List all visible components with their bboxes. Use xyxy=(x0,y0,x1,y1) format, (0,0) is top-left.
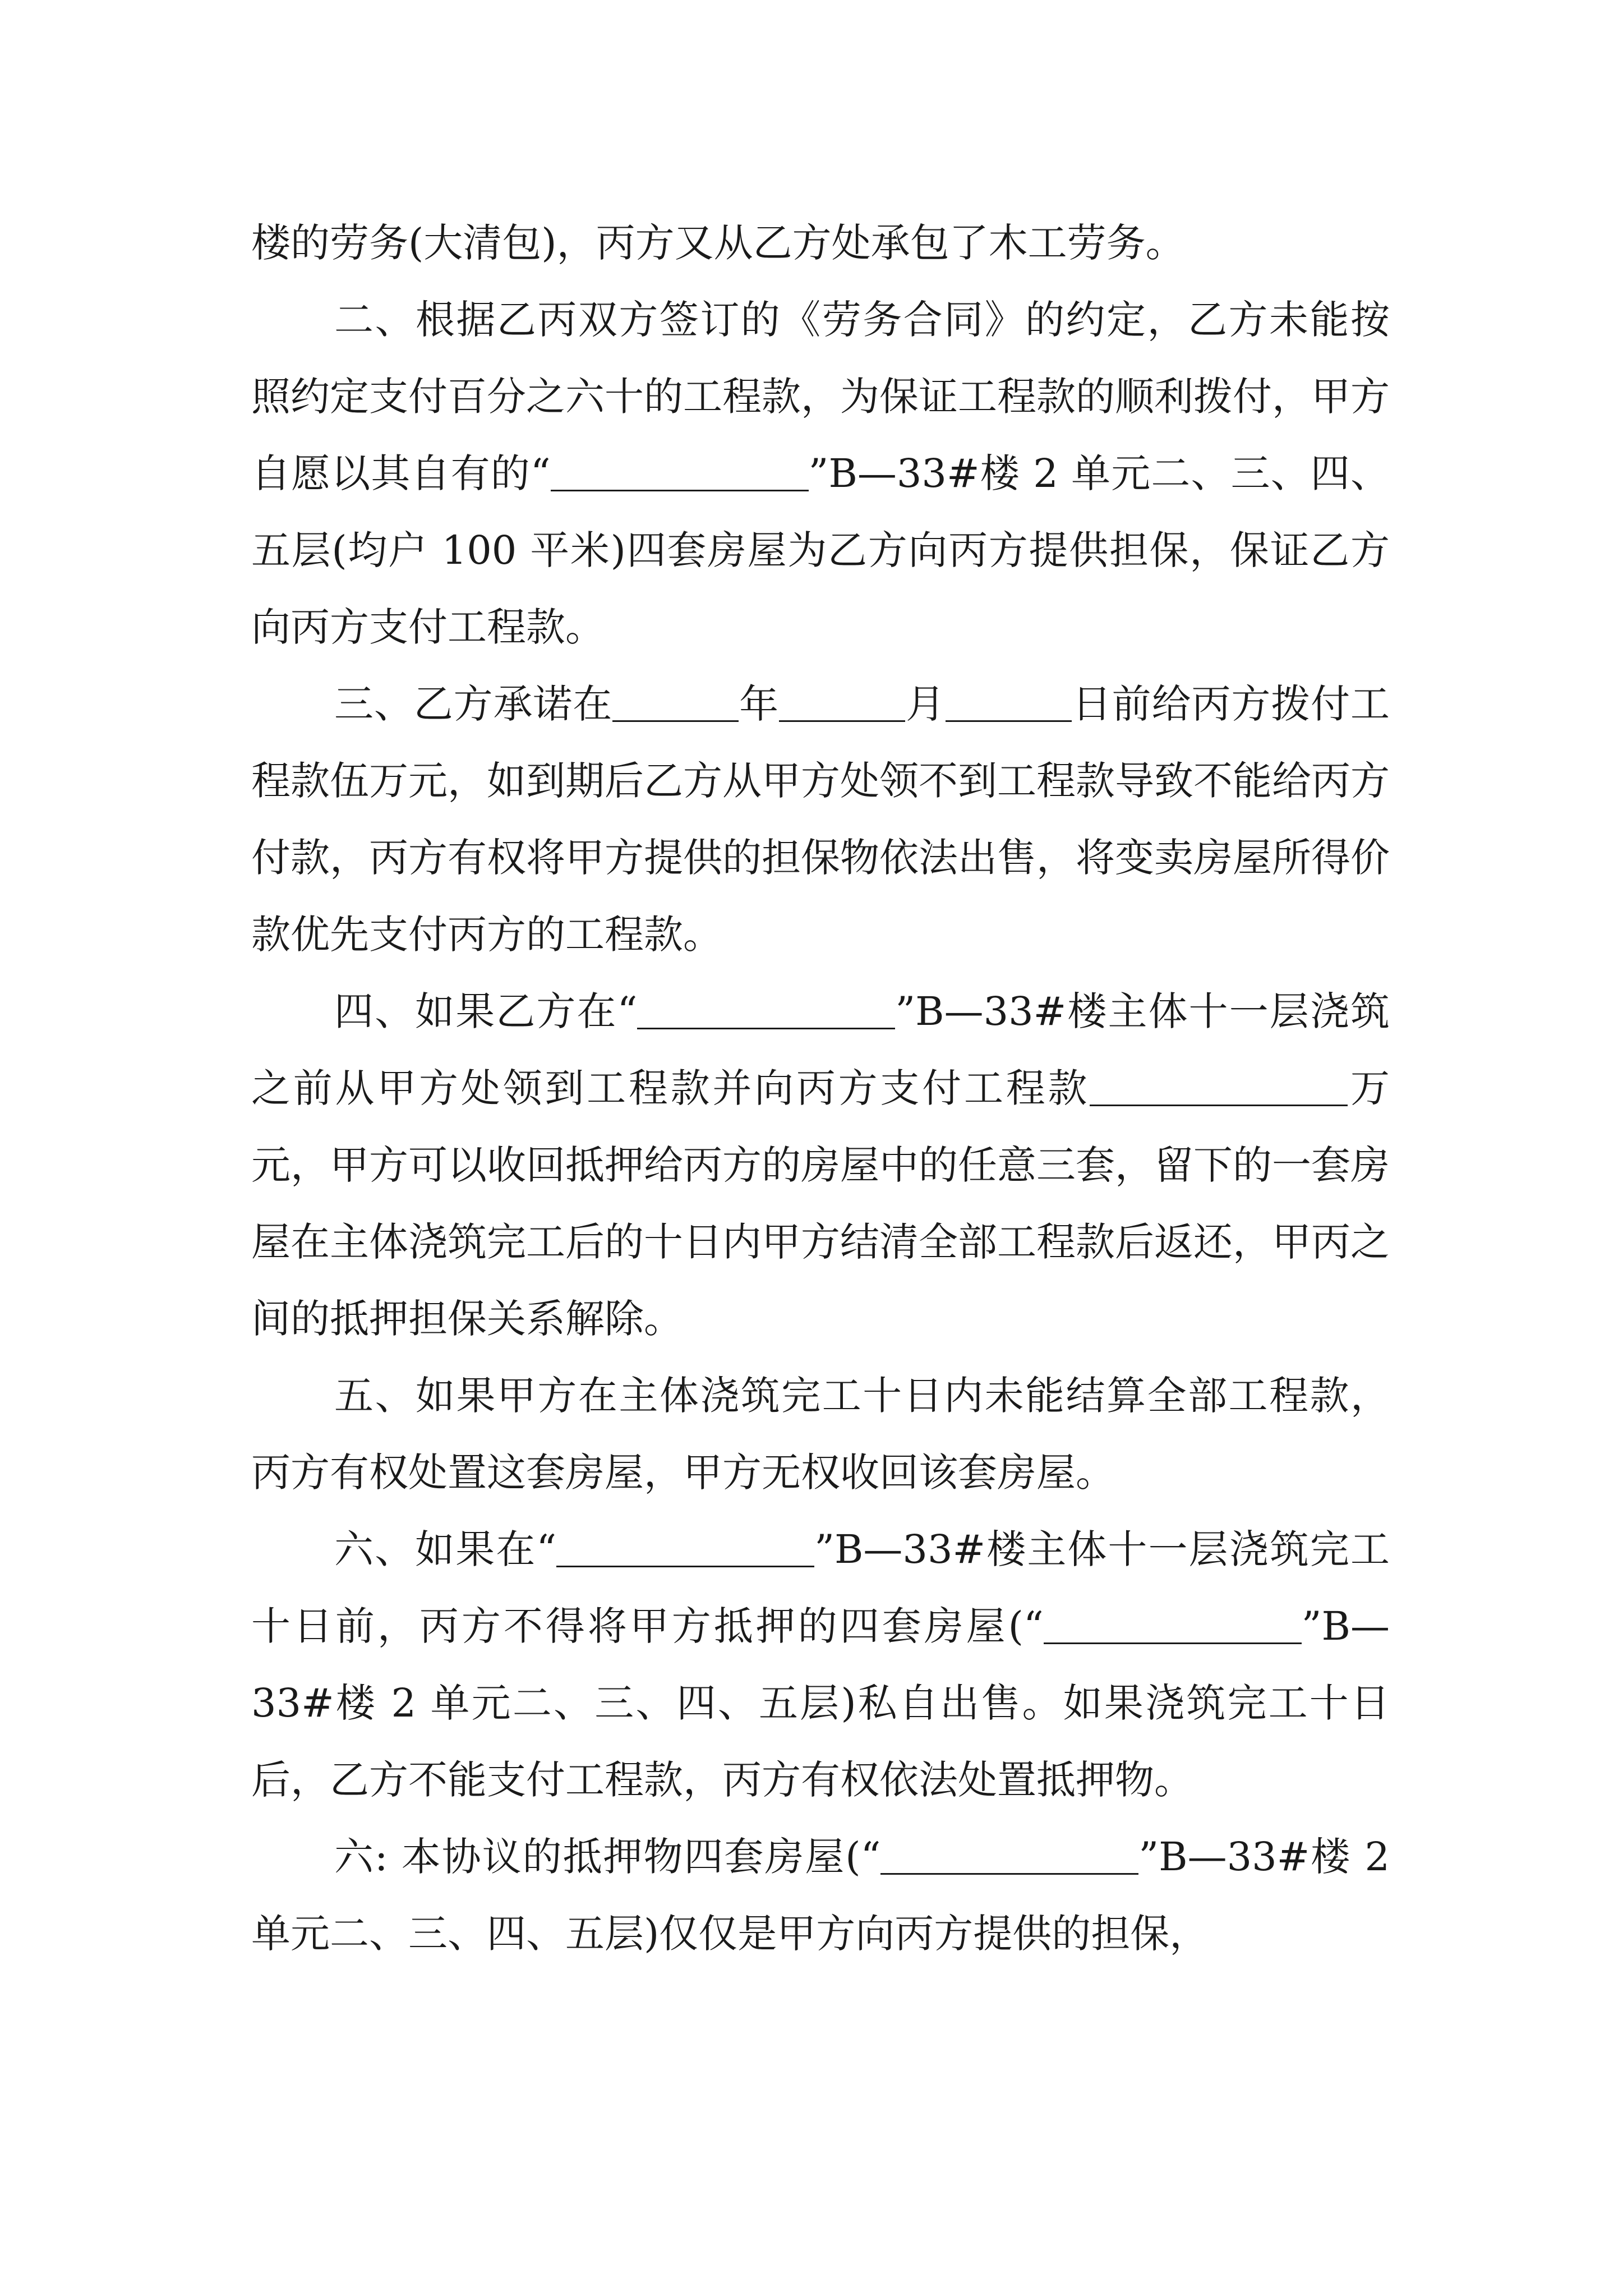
blank-line xyxy=(551,450,809,491)
blank-line-day xyxy=(946,681,1072,722)
paragraph-continuation xyxy=(251,205,1390,282)
document-body xyxy=(251,205,1390,1972)
blank-line xyxy=(556,1526,814,1567)
blank-line-month xyxy=(779,681,905,722)
clause-text: ”B—33#楼 2 单元二、三、四、五层(均户 100 平米)四套房屋为乙方向丙方提供担保，保证乙方向丙方支付工程款。 xyxy=(251,450,1390,650)
clause-4 xyxy=(251,973,1390,1358)
month-label: 月 xyxy=(905,681,946,727)
clause-text: 日前给丙方拨付工程款伍万元，如到期后乙方从甲方处领不到工程款导致不能给丙方付款，丙方有权将甲方提供的担保物依法出售，将变卖房屋所得价款优先支付丙方的工程款。 xyxy=(251,681,1390,958)
clause-2 xyxy=(251,282,1390,666)
clause-text: ”B—33#楼主体十一层浇筑之前从甲方处领到工程款并向丙方支付工程款 xyxy=(251,988,1390,1111)
clause-6b xyxy=(251,1819,1390,1972)
blank-line-year xyxy=(612,681,739,722)
clause-text: 三、乙方承诺在 xyxy=(334,681,613,727)
blank-line xyxy=(1044,1603,1302,1644)
paragraph-text: 楼的劳务(大清包)，丙方又从乙方处承包了木工劳务。 xyxy=(251,220,1185,266)
clause-text: 四、如果乙方在“ xyxy=(334,988,638,1034)
clause-3 xyxy=(251,666,1390,973)
year-label: 年 xyxy=(739,681,780,727)
clause-text: 万元，甲方可以收回抵押给丙方的房屋中的任意三套，留下的一套房屋在主体浇筑完工后的十日内甲方结清全部工程款后返还，甲丙之间的抵押担保关系解除。 xyxy=(251,1065,1390,1342)
clause-5 xyxy=(251,1358,1390,1511)
clause-6 xyxy=(251,1511,1390,1819)
clause-text: 五、如果甲方在主体浇筑完工十日内未能结算全部工程款，丙方有权处置这套房屋，甲方无权收回该套房屋。 xyxy=(251,1373,1390,1496)
blank-line-amount xyxy=(1090,1065,1348,1106)
clause-text: ”B—33#楼 2 单元二、三、四、五层)仅仅是甲方向丙方提供的担保， xyxy=(251,1834,1390,1957)
clause-text: 六、如果在“ xyxy=(334,1526,557,1572)
clause-text: 二、根据乙丙双方签订的《劳务合同》的约定，乙方未能按照约定支付百分之六十的工程款，为保证工程款的顺利拨付，甲方自愿以其自有的“ xyxy=(251,297,1390,496)
clause-text: 六: 本协议的抵押物四套房屋(“ xyxy=(334,1834,881,1880)
clause-text: ”B—33#楼 2 单元二、三、四、五层)私自出售。如果浇筑完工十日后，乙方不能支付工程款，丙方有权依法处置抵押物。 xyxy=(251,1603,1390,1803)
blank-line xyxy=(637,988,895,1029)
blank-line xyxy=(880,1834,1138,1875)
clause-text: ”B—33#楼主体十一层浇筑完工十日前，丙方不得将甲方抵押的四套房屋(“ xyxy=(251,1526,1390,1649)
